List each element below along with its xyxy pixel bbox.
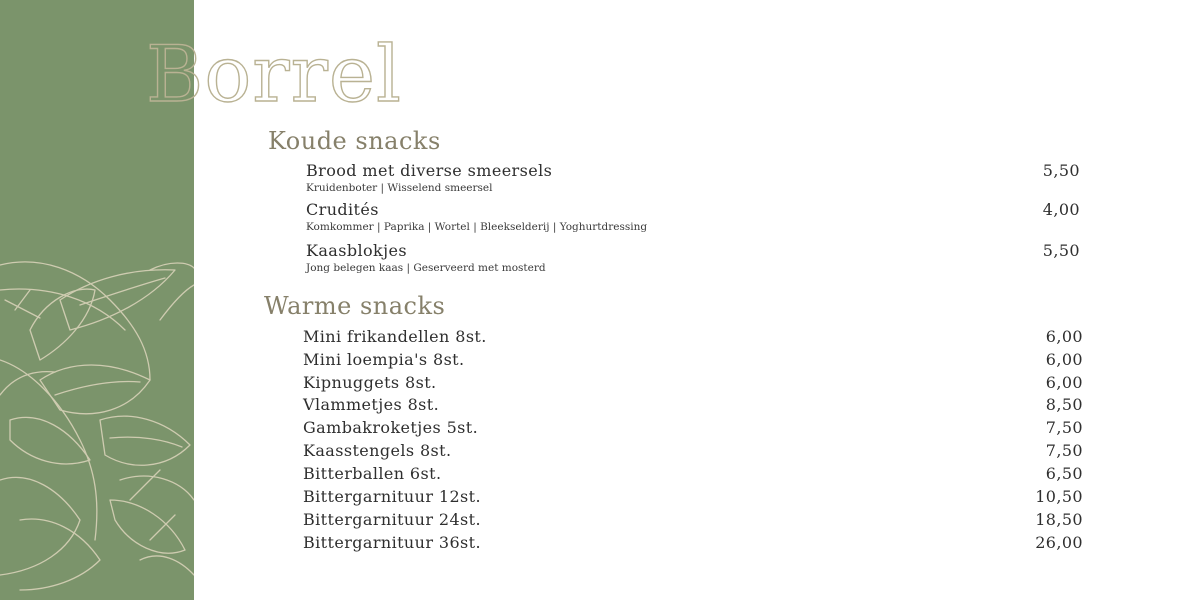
- section-title-warme-snacks: Warme snacks: [264, 292, 446, 320]
- menu-item-name: Brood met diverse smeersels: [306, 161, 553, 180]
- menu-item-name: Mini frikandellen 8st.: [303, 327, 487, 346]
- page-title: Borrel: [146, 30, 402, 120]
- menu-item-price: 6,00: [1045, 373, 1083, 392]
- menu-item-name: Bittergarnituur 24st.: [303, 510, 481, 529]
- menu-item-name: Bittergarnituur 36st.: [303, 533, 481, 552]
- menu-item-description: Komkommer | Paprika | Wortel | Bleekselderij | Yoghurtdressing: [306, 221, 648, 233]
- menu-item-description: Kruidenboter | Wisselend smeersel: [306, 182, 493, 194]
- menu-item-price: 5,50: [1042, 241, 1080, 260]
- menu-item-price: 8,50: [1045, 395, 1083, 414]
- menu-item-name: Bitterballen 6st.: [303, 464, 442, 483]
- menu-item-name: Gambakroketjes 5st.: [303, 418, 479, 437]
- menu-item-price: 6,50: [1045, 464, 1083, 483]
- section-title-koude-snacks: Koude snacks: [268, 127, 441, 155]
- menu-item-name: Kaasstengels 8st.: [303, 441, 452, 460]
- menu-item-price: 7,50: [1045, 418, 1083, 437]
- menu-item-name: Bittergarnituur 12st.: [303, 487, 481, 506]
- menu-item-name: Vlammetjes 8st.: [303, 395, 440, 414]
- menu-item-price: 6,00: [1045, 327, 1083, 346]
- menu-item-price: 26,00: [1035, 533, 1083, 552]
- menu-item-description: Jong belegen kaas | Geserveerd met mosterd: [306, 262, 546, 274]
- menu-item-name: Crudités: [306, 200, 379, 219]
- menu-item-price: 4,00: [1042, 200, 1080, 219]
- menu-item-price: 18,50: [1035, 510, 1083, 529]
- menu-item-price: 7,50: [1045, 441, 1083, 460]
- menu-item-name: Kipnuggets 8st.: [303, 373, 437, 392]
- menu-item-name: Mini loempia's 8st.: [303, 350, 465, 369]
- menu-item-name: Kaasblokjes: [306, 241, 407, 260]
- menu-item-price: 6,00: [1045, 350, 1083, 369]
- menu-item-price: 10,50: [1035, 487, 1083, 506]
- menu-item-price: 5,50: [1042, 161, 1080, 180]
